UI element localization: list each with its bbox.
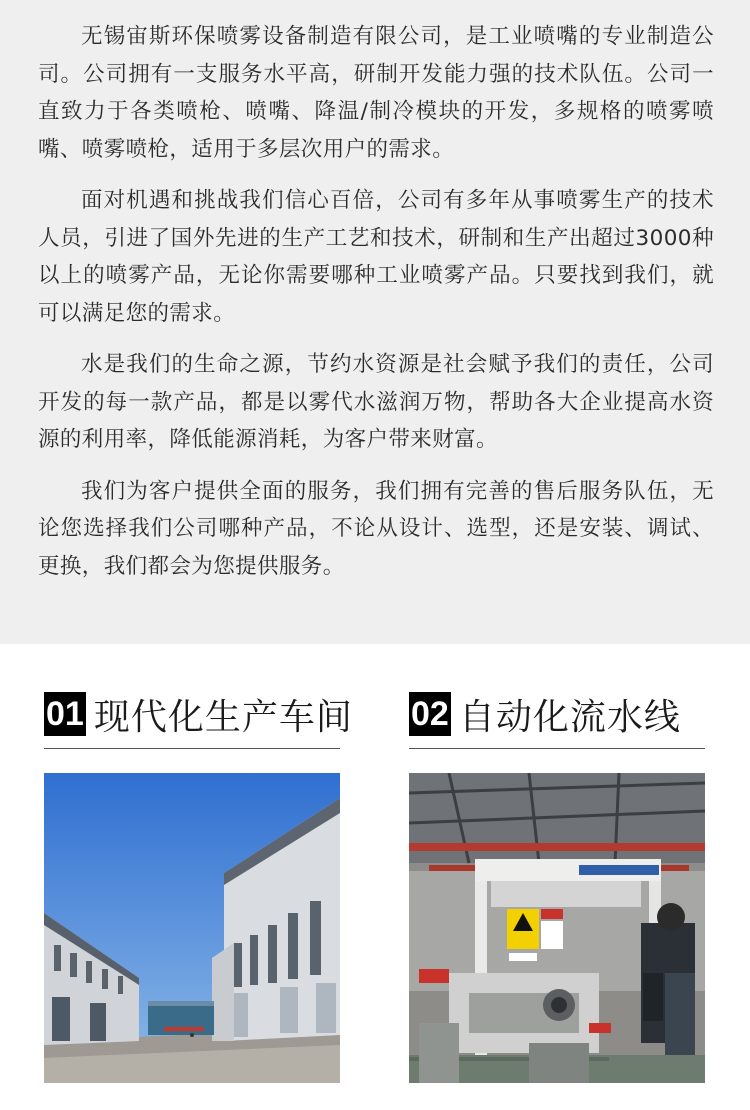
section-production-line xyxy=(409,690,705,749)
intro-paragraph: 无锡宙斯环保喷雾设备制造有限公司，是工业喷嘴的专业制造公司。公司拥有一支服务水平高，研制开发能力强的技术队伍。公司一直致力于各类喷枪、喷嘴、降温/制冷模块的开发，多规格的喷雾喷嘴、喷雾喷枪，适用于多层次用户的需求。 xyxy=(38,24,714,162)
section-divider xyxy=(409,748,705,749)
section-number-badge: 01 xyxy=(44,692,86,736)
section-heading xyxy=(44,690,353,738)
section-heading xyxy=(409,690,705,738)
intro-paragraph: 我们为客户提供全面的服务，我们拥有完善的售后服务队伍，无论您选择我们公司哪种产品，不论从设计、选型，还是安装、调试、更换，我们都会为您提供服务。 xyxy=(38,478,714,579)
intro-paragraph: 水是我们的生命之源，节约水资源是社会赋予我们的责任，公司开发的每一款产品，都是以雾代水滋润万物，帮助各大企业提高水资源的利用率，降低能源消耗，为客户带来财富。 xyxy=(38,352,714,452)
intro-paragraph: 面对机遇和挑战我们信心百倍，公司有多年从事喷雾生产的技术人员，引进了国外先进的生产工艺和技术，研制和生产出超过3000种以上的喷雾产品，无论你需要哪种工业喷雾产品。只要找到我们，就可以满足您的需求。 xyxy=(38,188,714,326)
section-workshop xyxy=(44,690,353,749)
production-line-photo xyxy=(409,773,705,1083)
section-title: 自动化流水线 xyxy=(458,696,681,738)
section-number-badge: 02 xyxy=(409,692,451,736)
section-title: 现代化生产车间 xyxy=(93,696,353,738)
section-divider xyxy=(44,748,340,749)
workshop-photo xyxy=(44,773,340,1083)
